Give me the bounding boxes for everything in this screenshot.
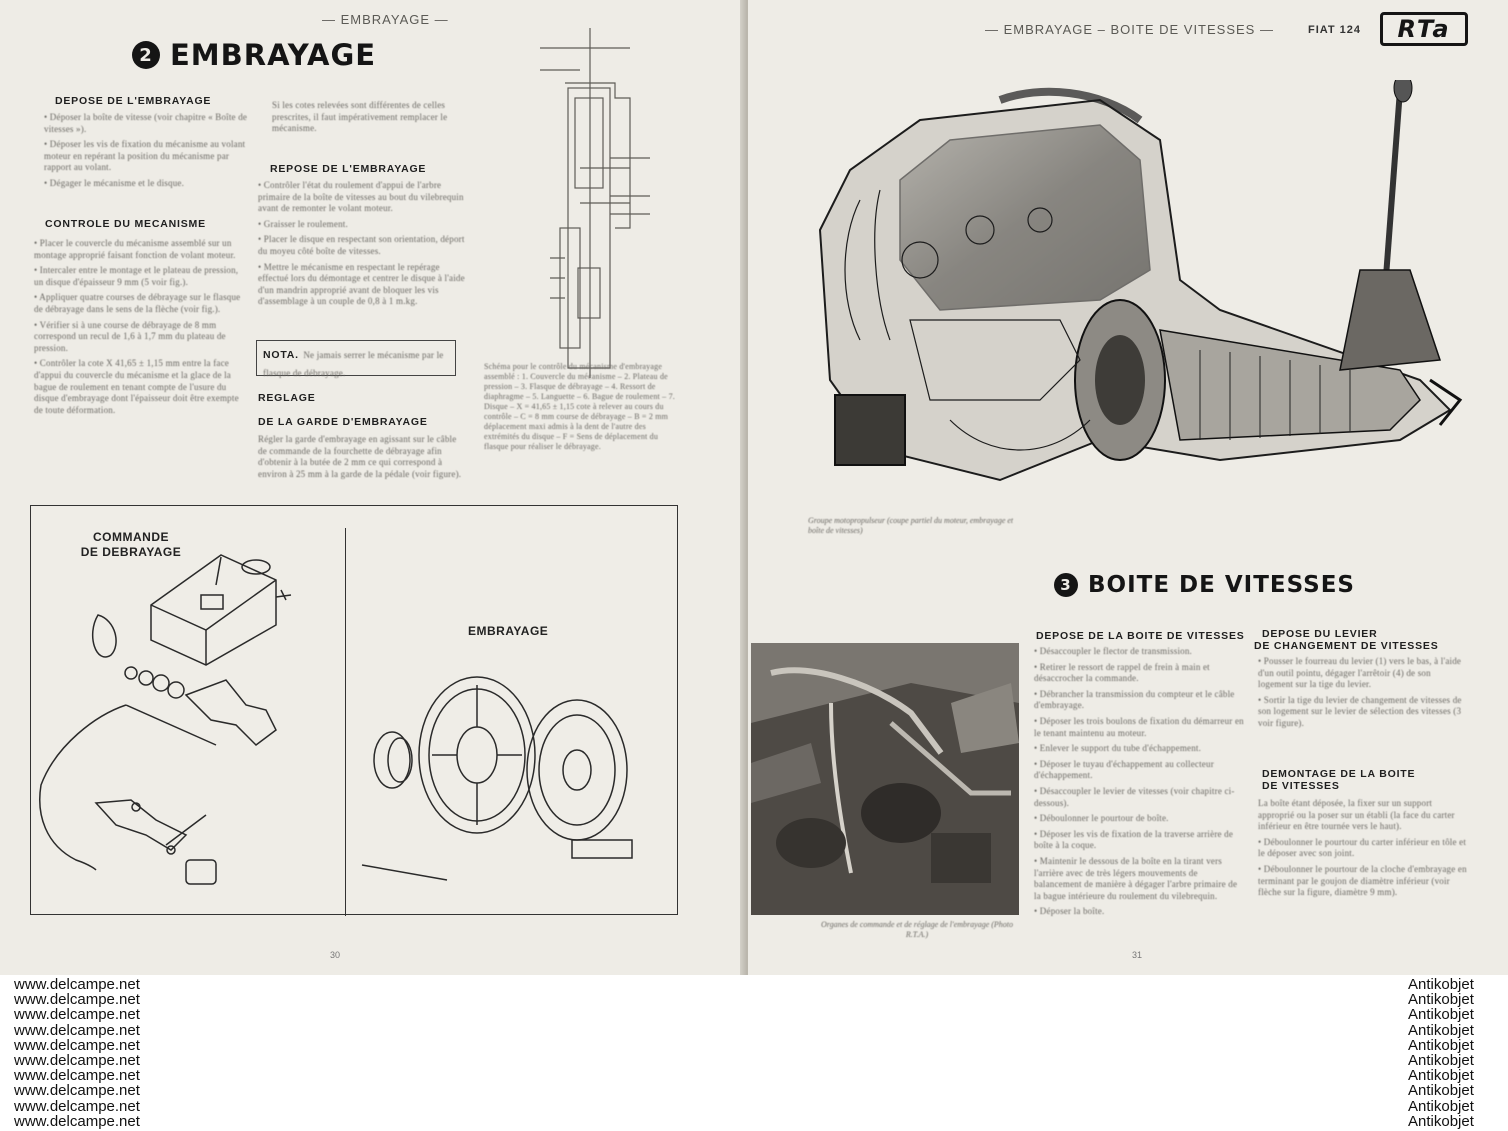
section-title-boite xyxy=(1054,572,1355,598)
nota-label: NOTA. xyxy=(263,349,299,361)
watermark-left-line: www.delcampe.net xyxy=(14,1006,140,1024)
nota-text: Ne jamais serrer le mécanisme par le flasque de débrayage. xyxy=(263,350,444,378)
section-title-text: EMBRAYAGE xyxy=(170,38,377,72)
watermark-right-line: Antikobjet xyxy=(1408,1112,1474,1130)
watermark-left-line: www.delcampe.net xyxy=(14,1021,140,1039)
cutaway-caption: Groupe motopropulseur (coupe partiel du moteur, embrayage et boîte de vitesses) xyxy=(808,516,1014,535)
section-drawing-caption: Schéma pour le contrôle du mécanisme d'embrayage assemblé : 1. Couvercle du mécanisme – 2. Plateau de pression – 3. Flasque de débrayage – 4. Ressort de diaphragme – 5. Languette – 6. Bague de roulement – 7. Disque – X = 41,65 ± 1,15 cote à relever au cours du contrôle – C = 8 mm course de débrayage – B = 2 mm déplacement maxi admis à la dent de l'autre des extrémités du disque – F = Sens de déplacement du flasque pour réaliser le débrayage. xyxy=(484,362,675,451)
subhead-changement-vitesses: DE CHANGEMENT DE VITESSES xyxy=(1254,640,1439,652)
engine-gearbox-cutaway-illustration xyxy=(800,80,1480,510)
rta-logo: RTa xyxy=(1380,12,1468,46)
gearbox-photo xyxy=(751,643,1019,915)
watermark-left-line: www.delcampe.net xyxy=(14,1097,140,1115)
body-text-demontage: La boîte étant déposée, la fixer sur un support approprié ou la poser sur un établi (la face du carter inférieur en être tournée vers le haut). • Déboulonner le pourtour du carter inférieur en tôle et le déposer avec son joint. • Déboulonner le pourtour de la cloche d'embrayage en terminant par le goujon de diamètre inférieur (voir flèche sur la figure, diamètre 9 mm). xyxy=(1258,798,1467,898)
watermark-left-line: www.delcampe.net xyxy=(14,1067,140,1085)
watermark-right-line: Antikobjet xyxy=(1408,1036,1474,1054)
watermark-left-line: www.delcampe.net xyxy=(14,1112,140,1130)
subhead-garde-embrayage: DE LA GARDE D'EMBRAYAGE xyxy=(258,416,428,428)
body-text-reglage: Régler la garde d'embrayage en agissant sur le câble de commande de la fourchette de débrayage afin d'obtenir à la butée de 2 mm ce qui correspond à environ à 25 mm à la garde de la pédale (voir figure). xyxy=(258,434,462,479)
clutch-exploded-drawing xyxy=(352,655,670,905)
subhead-depose-embrayage: DEPOSE DE L'EMBRAYAGE xyxy=(55,95,212,107)
watermark-left-line: www.delcampe.net xyxy=(14,1051,140,1069)
fiat-model-label: FIAT 124 xyxy=(1308,24,1362,36)
section-number-badge-3: 3 xyxy=(1054,573,1078,597)
clutch-control-exploded-drawing xyxy=(36,545,341,910)
subhead-demontage-boite: DEMONTAGE DE LA BOITE xyxy=(1262,768,1416,780)
clutch-section-drawing xyxy=(520,28,670,388)
photo-caption: Organes de commande et de réglage de l'embrayage (Photo R.T.A.) xyxy=(820,920,1014,939)
right-running-head: — EMBRAYAGE – BOITE DE VITESSES — xyxy=(985,22,1274,37)
watermark-left-line: www.delcampe.net xyxy=(14,991,140,1009)
subhead-depose-boite: DEPOSE DE LA BOITE DE VITESSES xyxy=(1036,630,1245,642)
subhead-reglage: REGLAGE xyxy=(258,392,316,404)
subhead-repose-embrayage: REPOSE DE L'EMBRAYAGE xyxy=(270,163,427,175)
watermark-left-column xyxy=(14,977,140,1129)
watermark-right-line: Antikobjet xyxy=(1408,1097,1474,1115)
left-running-head: — EMBRAYAGE — xyxy=(322,12,449,27)
watermark-right-line: Antikobjet xyxy=(1408,1021,1474,1039)
watermark-left-line: www.delcampe.net xyxy=(14,1082,140,1100)
watermark-left-line: www.delcampe.net xyxy=(14,1036,140,1054)
section-title-embrayage xyxy=(132,38,376,72)
body-text-repose: • Contrôler l'état du roulement d'appui de l'arbre primaire de la boîte de vitesses au bout du vilebrequin avant de remonter le volant moteur. • Graisser le roulement. • Placer le disque en respectant son orientation, déport du moyeu côté boîte de vitesses. • Mettre le mécanisme en respectant le repérage effectué lors du démontage et centrer le disque à l'aide d'un mandrin approprié avant de bloquer les vis d'assemblage à un couple de 0,8 à 1 m.kg. xyxy=(258,180,465,307)
left-folio: 30 xyxy=(330,950,341,960)
nota-box xyxy=(256,340,456,376)
watermark-right-line: Antikobjet xyxy=(1408,991,1474,1009)
watermark-left-line: www.delcampe.net xyxy=(14,976,140,993)
section-title-boite-text: BOITE DE VITESSES xyxy=(1088,572,1355,598)
watermark-right-line: Antikobjet xyxy=(1408,1067,1474,1085)
body-text-depose-levier: • Pousser le fourreau du levier (1) vers le bas, à l'aide d'un outil pointu, dégager l'arrêtoir (4) de son logement sur la tige du levier. • Sortir la tige du levier de changement de vitesses de son logement sur le levier de sélection des vitesses (3 voir figure). xyxy=(1258,656,1462,728)
watermark-right-line: Antikobjet xyxy=(1408,1051,1474,1069)
diagram-divider xyxy=(345,528,346,916)
body-text-depose: • Déposer la boîte de vitesse (voir chapitre « Boîte de vitesses »). • Déposer les vis de fixation du mécanisme au volant moteur en repérant la position du mécanisme par rapport au volant. • Dégager le mécanisme et le disque. xyxy=(44,112,248,188)
body-text-controle: • Placer le couvercle du mécanisme assemblé sur un montage approprié faisant fonction de volant moteur. • Intercaler entre le montage et le plateau de pression, un disque d'épaisseur 9 mm (5 voir fig.). • Appliquer quatre courses de débrayage sur le flasque de débrayage dans le sens de la flèche (voir fig.). • Vérifier si à une course de débrayage de 8 mm correspond un recul de 1,6 à 1,7 mm du plateau de pression. • Contrôler la cote X 41,65 ± 1,15 mm entre la face d'appui du couvercle du mécanisme et la glace de la bague de roulement en tenant compte de l'usure du disque d'embrayage dont l'épaisseur doit être exempte de toute déformation. xyxy=(34,238,241,415)
subhead-de-vitesses: DE VITESSES xyxy=(1262,780,1340,792)
label-commande-debrayage: COMMANDE DE DEBRAYAGE xyxy=(80,530,182,559)
watermark-right-line: Antikobjet xyxy=(1408,1082,1474,1100)
right-folio: 31 xyxy=(1132,950,1143,960)
section-number-badge: 2 xyxy=(132,41,160,69)
watermark-right-column xyxy=(1408,977,1474,1129)
subhead-controle-mecanisme: CONTROLE DU MECANISME xyxy=(45,218,206,230)
body-text-repose-intro: Si les cotes relevées sont différentes de celles prescrites, il faut impérativement remplacer le mécanisme. xyxy=(272,100,448,134)
watermark-right-line: Antikobjet xyxy=(1408,1006,1474,1024)
label-embrayage-diagram: EMBRAYAGE xyxy=(468,624,549,638)
watermark-right-line: Antikobjet xyxy=(1408,976,1474,993)
photo-content xyxy=(751,643,1019,915)
body-text-depose-boite: • Désaccoupler le flector de transmission. • Retirer le ressort de rappel de frein à main et désaccrocher la commande. • Débrancher la transmission du compteur et le câble d'embrayage. • Déposer les trois boulons de fixation du démarreur en le tenant maintenu au moteur. • Enlever le support du tube d'échappement. • Déposer le tuyau d'échappement au collecteur d'échappement. • Désaccoupler le levier de vitesses (voir chapitre ci-dessous). • Déboulonner le pourtour de boîte. • Déposer les vis de fixation de la traverse arrière de boîte à la coque. • Maintenir le dessous de la boîte en la tirant vers l'arrière avec de très légers mouvements de balancement de manière à dégager l'arbre primaire de la bague intérieure du roulement du vilebrequin. • Déposer la boîte. xyxy=(1034,646,1244,917)
subhead-depose-levier: DEPOSE DU LEVIER xyxy=(1262,628,1378,640)
